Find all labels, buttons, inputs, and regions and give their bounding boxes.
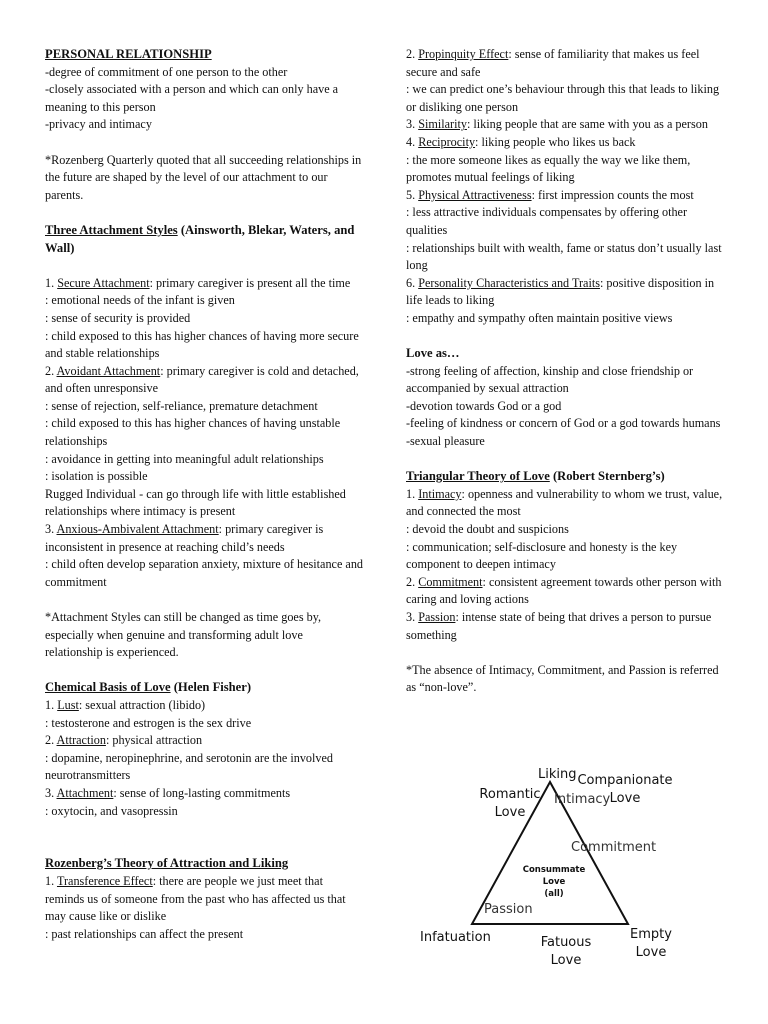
attachment-item: 3. Attachment: sense of long-lasting commitments: [45, 785, 291, 800]
list-point: : dopamine, neropinephrine, and serotonin are the involved neurotransmitters: [45, 750, 334, 783]
list-point: : relationships built with wealth, fame or status don’t usually last long: [406, 240, 722, 273]
list-point: : testosterone and estrogen is the sex drive: [45, 715, 252, 730]
list-point: : oxytocin, and vasopressin: [45, 803, 178, 818]
list-point: : sense of security is provided: [45, 310, 191, 325]
label-empty-love: Empty Love: [630, 927, 672, 960]
physical-attractiveness-item: 5. Physical Attractiveness: first impression counts the most: [406, 187, 694, 202]
attachment-styles-heading: Three Attachment Styles (Ainsworth, Blekar, Waters, and Wall): [45, 222, 355, 255]
list-point: : child exposed to this has higher chances of having more secure and stable relationships: [45, 328, 359, 361]
chemical-basis-heading: Chemical Basis of Love (Helen Fisher): [45, 680, 252, 695]
label-liking: Liking: [538, 767, 577, 782]
left-column: [45, 46, 363, 943]
list-point: -feeling of kindness or concern of God or a god towards humans: [406, 416, 721, 431]
label-fatuous-love: Fatuous Love: [540, 935, 592, 968]
list-point: : less attractive individuals compensates by offering other qualities: [406, 205, 688, 237]
reciprocity-item: 4. Reciprocity: liking people who likes us back: [406, 134, 636, 149]
list-point: : devoid the doubt and suspicions: [406, 522, 569, 537]
intro-line: -privacy and intimacy: [45, 117, 152, 132]
label-consummate-love: Consummate Love (all): [522, 865, 586, 899]
attachment-note: *Attachment Styles can still be changed as time goes by, especially when genuine and transforming adult love relationship is experienced.: [45, 610, 322, 660]
list-point: : sense of rejection, self-reliance, premature detachment: [45, 398, 318, 413]
list-point: : past relationships can affect the present: [45, 926, 244, 941]
propinquity-item: 2. Propinquity Effect: sense of familiarity that makes us feel secure and safe: [406, 47, 700, 79]
intro-line: -degree of commitment of one person to the other: [45, 64, 288, 79]
label-commitment: Commitment: [571, 840, 657, 855]
label-passion: Passion: [484, 902, 533, 917]
intimacy-item: 1. Intimacy: openness and vulnerability to whom we trust, value, and connected the most: [406, 486, 723, 519]
list-point: : we can predict one’s behaviour through this that leads to liking or disliking one person: [406, 82, 720, 114]
list-point: : child often develop separation anxiety, mixture of hesitance and commitment: [45, 557, 364, 589]
list-point: -strong feeling of affection, kinship and close friendship or accompanied by sexual attraction: [406, 363, 694, 396]
personality-item: 6. Personality Characteristics and Traits: positive disposition in life leads to liking: [406, 275, 715, 308]
avoidant-attachment-item: 2. Avoidant Attachment: primary caregiver is cold and detached, and often unresponsive: [45, 363, 359, 396]
anxious-attachment-item: 3. Anxious-Ambivalent Attachment: primary caregiver is inconsistent in presence at reaching child’s needs: [45, 522, 324, 554]
list-point: : avoidance in getting into meaningful adult relationships: [45, 451, 324, 466]
right-column: [406, 46, 726, 697]
non-love-note: *The absence of Intimacy, Commitment, and Passion is referred as “non-love”.: [406, 662, 719, 695]
passion-item: 3. Passion: intense state of being that drives a person to pursue something: [406, 610, 712, 642]
label-infatuation: Infatuation: [420, 930, 491, 945]
label-romantic-love: Romantic Love: [479, 787, 541, 820]
list-point: : empathy and sympathy often maintain positive views: [406, 310, 673, 325]
commitment-item: 2. Commitment: consistent agreement towards other person with caring and loving actions: [406, 574, 722, 607]
label-intimacy: Intimacy: [554, 792, 611, 807]
love-as-heading: Love as…: [406, 346, 460, 361]
rozenberg-note: *Rozenberg Quarterly quoted that all succeeding relationships in the future are shaped by the level of our attachment to our parents.: [45, 152, 362, 202]
list-point: : emotional needs of the infant is given: [45, 293, 235, 308]
triangular-theory-heading: Triangular Theory of Love (Robert Sternberg’s): [406, 469, 665, 484]
list-point: : child exposed to this has higher chances of having unstable relationships: [45, 416, 341, 449]
transference-item: 1. Transference Effect: there are people we just meet that reminds us of someone from the past who has affected us that may cause like or dislike: [45, 873, 346, 924]
list-point: -sexual pleasure: [406, 434, 485, 449]
list-point: Rugged Individual - can go through life with little established relationships where intimacy is present: [45, 486, 346, 519]
love-triangle-diagram: [410, 762, 710, 982]
list-point: : isolation is possible: [45, 469, 148, 484]
rozenberg-theory-heading: Rozenberg’s Theory of Attraction and Liking: [45, 856, 289, 871]
secure-attachment-item: 1. Secure Attachment: primary caregiver is present all the time: [45, 275, 351, 290]
attraction-item: 2. Attraction: physical attraction: [45, 733, 203, 748]
similarity-item: 3. Similarity: liking people that are same with you as a person: [406, 117, 708, 132]
personal-relationship-heading: PERSONAL RELATIONSHIP: [45, 47, 212, 61]
label-companionate-love: Companionate Love: [577, 773, 673, 806]
list-point: : communication; self-disclosure and honesty is the key component to deepen intimacy: [406, 539, 678, 572]
list-point: : the more someone likes as equally the way we like them, promotes mutual feelings of liking: [406, 152, 691, 185]
lust-item: 1. Lust: sexual attraction (libido): [45, 697, 206, 712]
intro-line: -closely associated with a person and which can only have a meaning to this person: [45, 82, 339, 114]
list-point: -devotion towards God or a god: [406, 398, 562, 413]
